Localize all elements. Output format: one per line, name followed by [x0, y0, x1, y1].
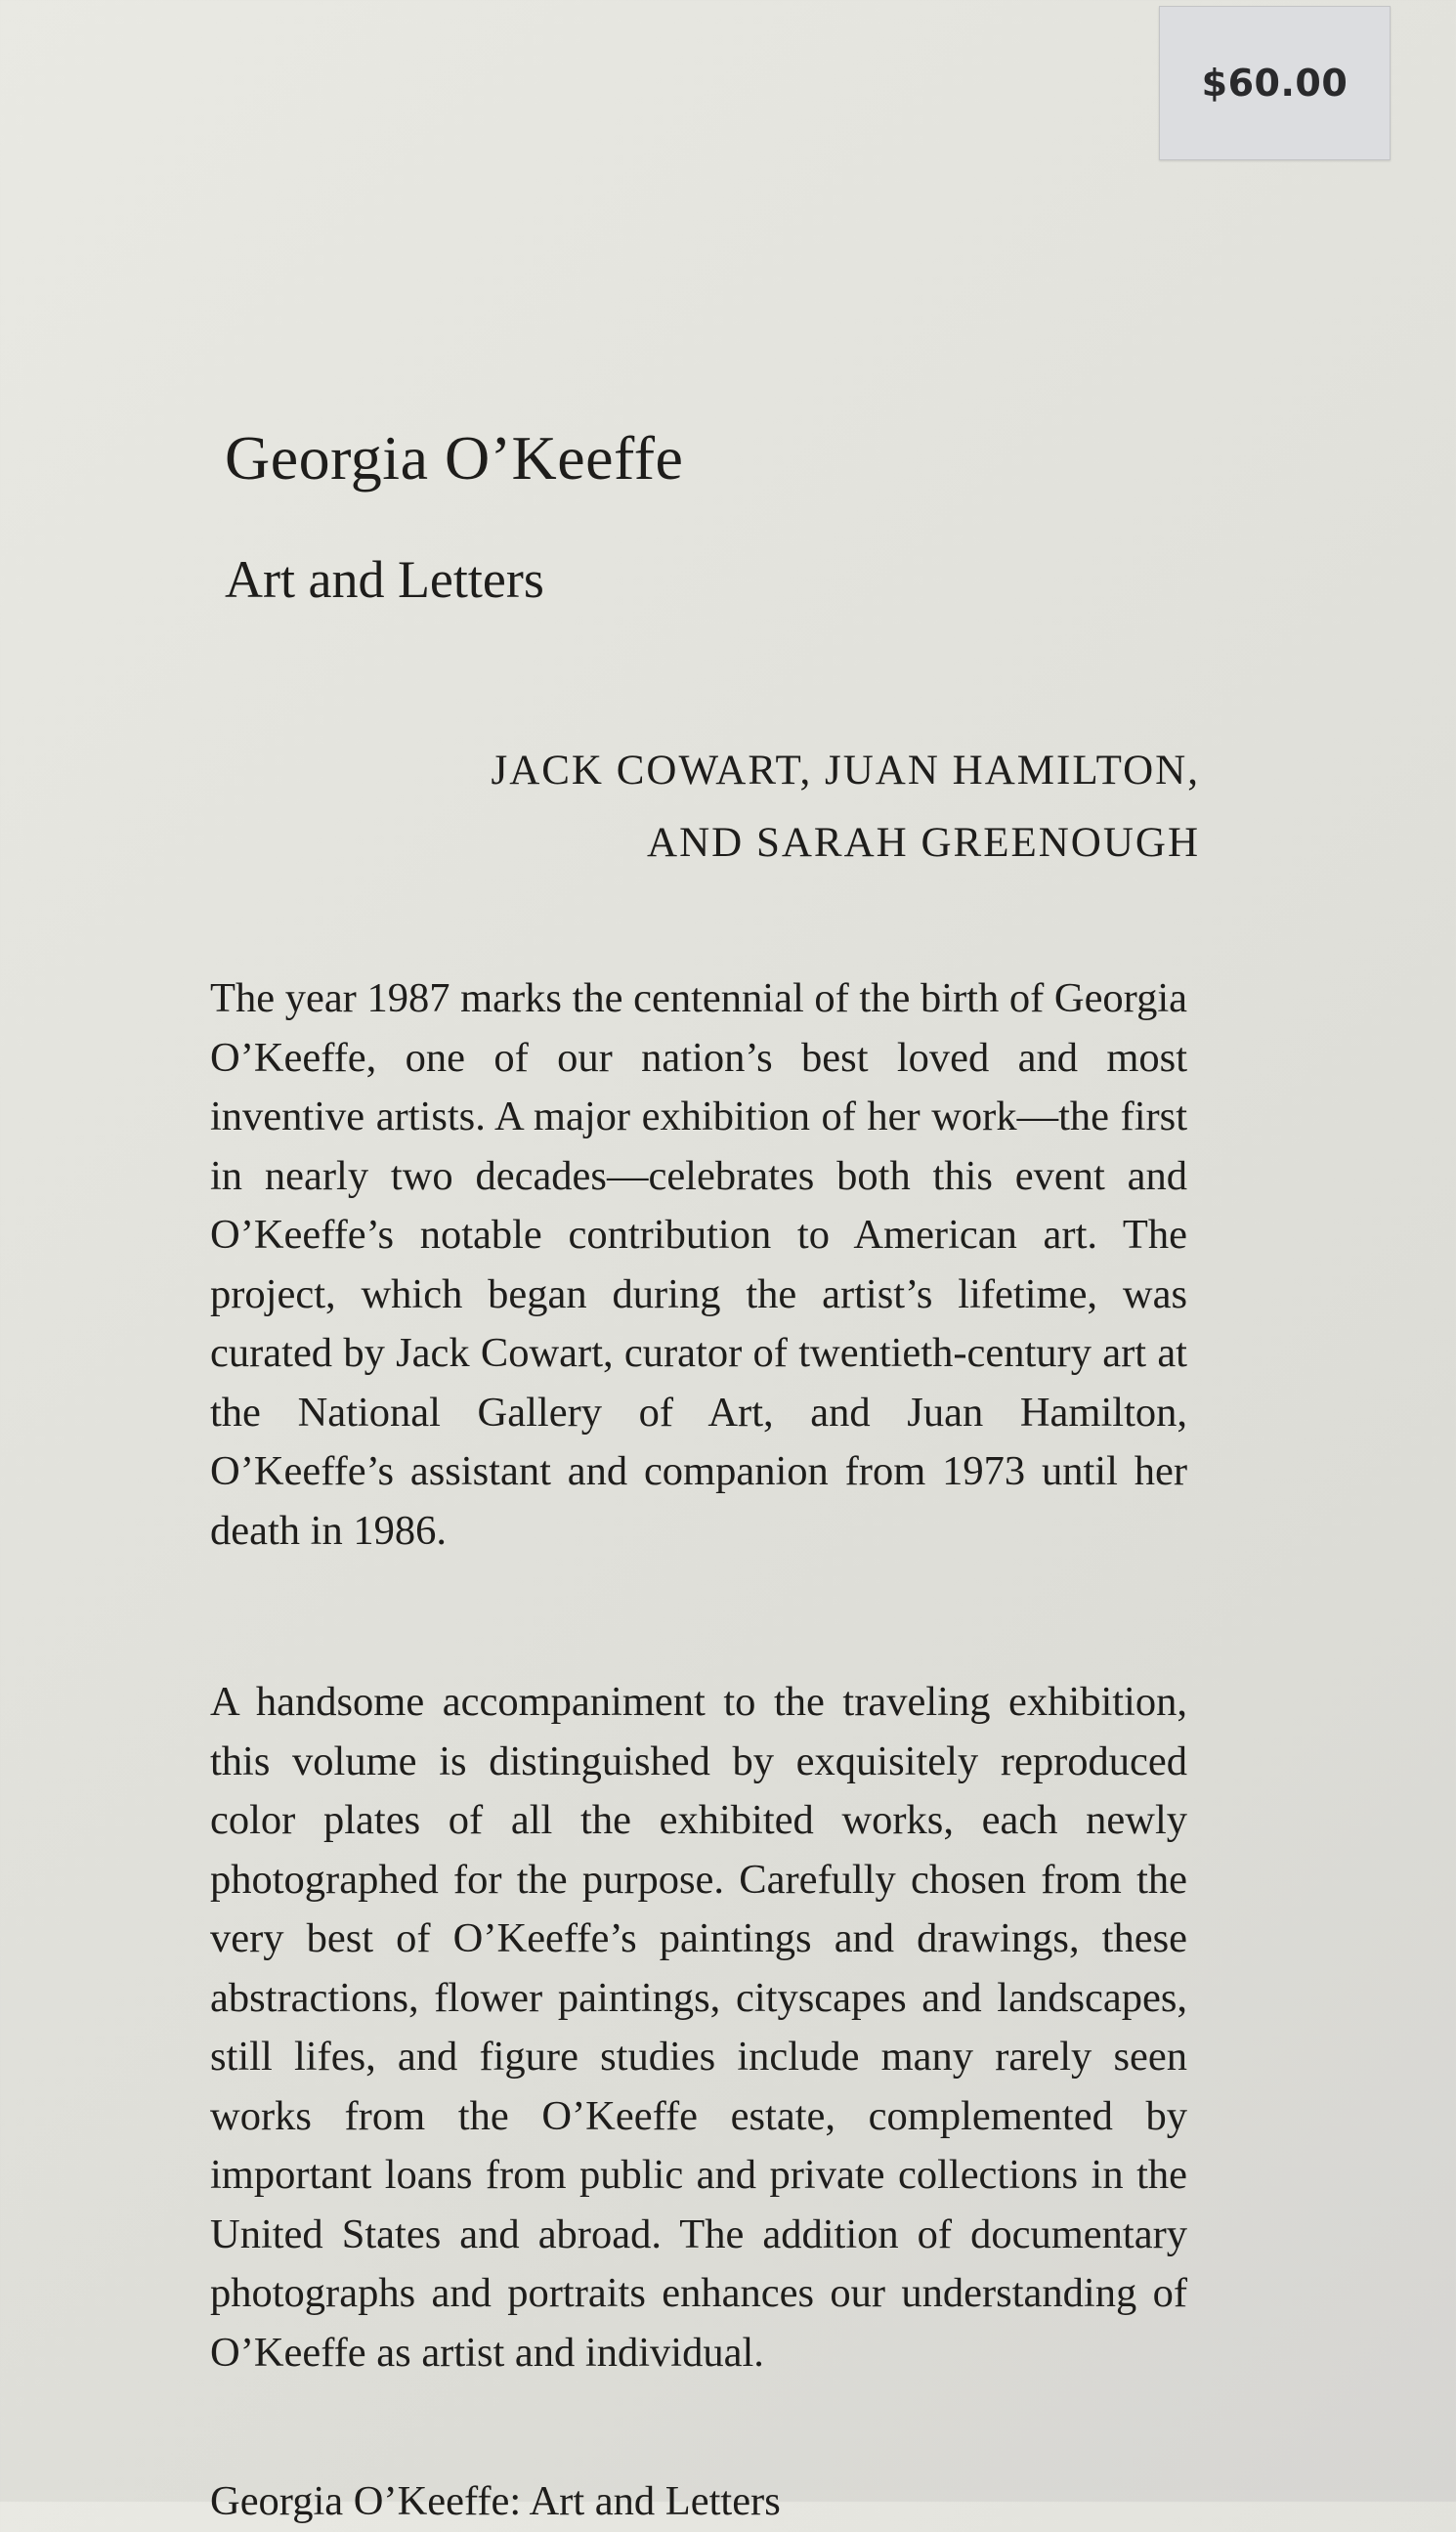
price-label: $60.00: [1201, 62, 1349, 105]
description-paragraph-partial: Georgia O’Keeffe: Art and Letters: [210, 2478, 781, 2524]
book-title: Georgia O’Keeffe: [225, 423, 684, 493]
book-subtitle: Art and Letters: [225, 550, 544, 609]
description-paragraph: The year 1987 marks the centennial of the birth of Georgia O’Keeffe, one of our nation’s best loved and most inventive artists. A major exhibition of her work—the first in nearly two decades—celebrates both this event and O’Keeffe’s notable contribution to American art. The project, which began during the artist’s lifetime, was curated by Jack Cowart, curator of twentieth-century art at the National Gallery of Art, and Juan Hamilton, O’Keeffe’s assistant and companion from 1973 until her death in 1986.: [210, 975, 1187, 1554]
description-paragraph: A handsome accompaniment to the traveling exhibition, this volume is distinguished by exquisitely reproduced color plates of all the exhibited works, each newly photographed for the purpose. Carefully chosen from the very best of O’Keeffe’s paintings and drawings, these abstractions, flower paintings, cityscapes and landscapes, still lifes, and figure studies include many rarely seen works from the O’Keeffe estate, complemented by important loans from public and private collections in the United States and abroad. The addition of documentary photographs and portraits enhances our understanding of O’Keeffe as artist and individual.: [210, 1679, 1187, 2376]
authors-line: JACK COWART, JUAN HAMILTON,: [491, 748, 1200, 794]
authors-block: [223, 735, 1200, 880]
authors-line: AND SARAH GREENOUGH: [647, 820, 1200, 866]
price-sticker: [1159, 6, 1391, 160]
